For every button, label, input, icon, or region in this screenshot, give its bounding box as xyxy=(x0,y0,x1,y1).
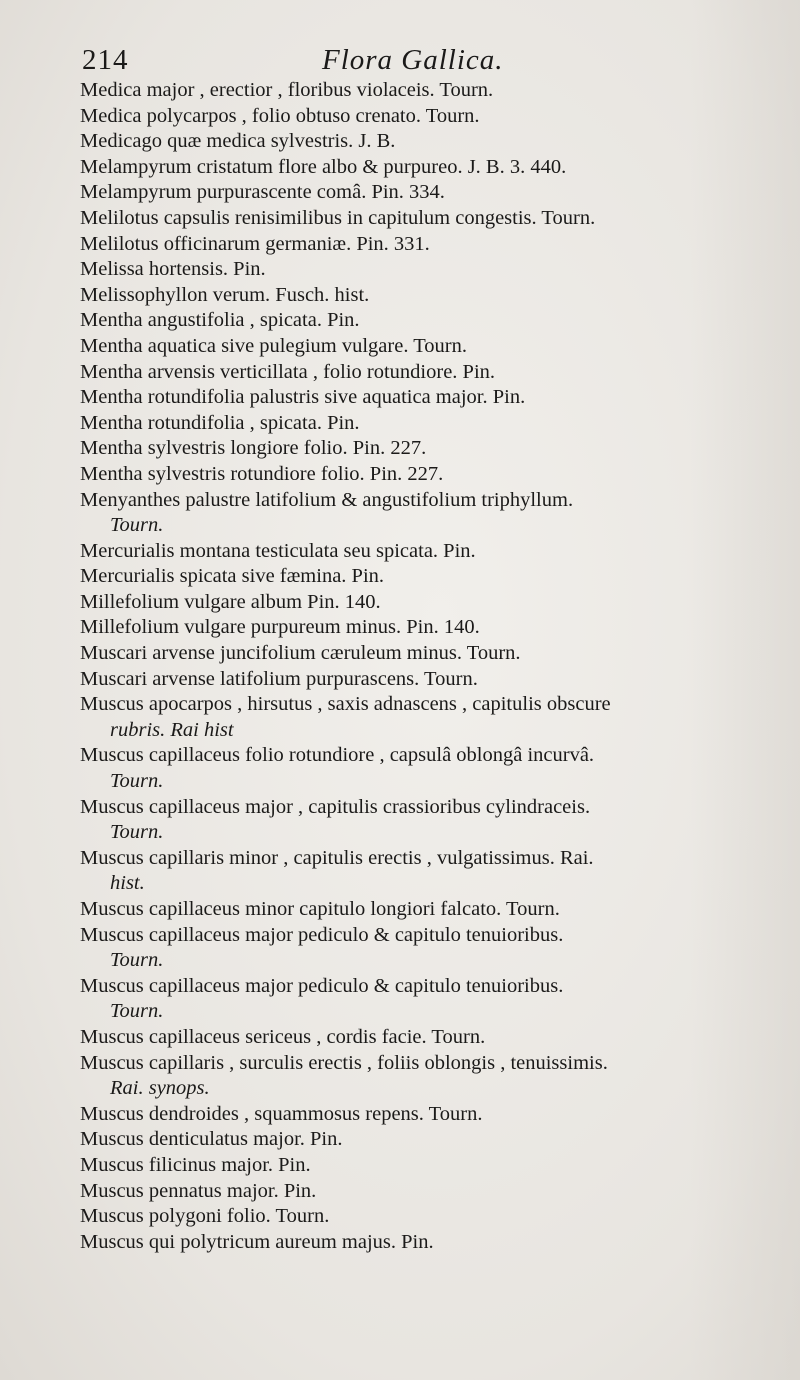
entry-continuation: Rai. synops. xyxy=(110,1077,210,1100)
entry-text: Millefolium vulgare album Pin. 140. xyxy=(80,590,381,613)
plant-entry xyxy=(80,974,770,1025)
plant-entry xyxy=(80,743,770,794)
plant-entry xyxy=(80,257,770,283)
plant-entry xyxy=(80,641,770,667)
plant-entry xyxy=(80,411,770,437)
plant-entry xyxy=(80,846,770,897)
entry-text: Muscus capillaceus major pediculo & capitulo tenuioribus. xyxy=(80,974,564,997)
plant-entry xyxy=(80,1127,770,1153)
entry-text: Medicago quæ medica sylvestris. J. B. xyxy=(80,130,396,153)
entry-text: Melilotus capsulis renisimilibus in capitulum congestis. Tourn. xyxy=(80,206,596,229)
plant-entry xyxy=(80,155,770,181)
plant-entry xyxy=(80,615,770,641)
entry-text: Millefolium vulgare purpureum minus. Pin. 140. xyxy=(80,616,480,639)
entry-text: Muscari arvense juncifolium cæruleum minus. Tourn. xyxy=(80,642,521,665)
entry-text: Melissophyllon verum. Fusch. hist. xyxy=(80,283,370,306)
plant-entry xyxy=(80,667,770,693)
entry-text: Mentha rotundifolia palustris sive aquatica major. Pin. xyxy=(80,386,526,409)
plant-entry xyxy=(80,232,770,258)
running-title: Flora Gallica. xyxy=(322,44,504,76)
entry-text: Muscari arvense latifolium purpurascens. Tourn. xyxy=(80,667,478,690)
entry-text: Mentha angustifolia , spicata. Pin. xyxy=(80,309,360,332)
entry-text: Mercurialis spicata sive fæmina. Pin. xyxy=(80,565,385,588)
plant-entry xyxy=(80,334,770,360)
entry-text: Muscus qui polytricum aureum majus. Pin. xyxy=(80,1230,434,1253)
entry-text: Muscus apocarpos , hirsutus , saxis adnascens , capitulis obscure xyxy=(80,693,611,716)
entry-text: Muscus polygoni folio. Tourn. xyxy=(80,1205,330,1228)
plant-entry xyxy=(80,206,770,232)
entry-continuation: rubris. Rai hist xyxy=(110,718,234,741)
entry-text: Melissa hortensis. Pin. xyxy=(80,258,266,281)
plant-entry xyxy=(80,360,770,386)
plant-entry xyxy=(80,1204,770,1230)
plant-entry xyxy=(80,283,770,309)
entry-text: Muscus filicinus major. Pin. xyxy=(80,1153,311,1176)
plant-entry xyxy=(80,436,770,462)
plant-entry xyxy=(80,795,770,846)
plant-entry xyxy=(80,462,770,488)
plant-entry xyxy=(80,129,770,155)
entry-text: Muscus dendroides , squammosus repens. Tourn. xyxy=(80,1102,483,1125)
plant-entry xyxy=(80,1102,770,1128)
plant-entry xyxy=(80,488,770,539)
entry-text: Mentha rotundifolia , spicata. Pin. xyxy=(80,411,360,434)
entry-text: Muscus pennatus major. Pin. xyxy=(80,1179,317,1202)
plant-entry xyxy=(80,1025,770,1051)
entry-text: Melilotus officinarum germaniæ. Pin. 331. xyxy=(80,232,430,255)
entry-text: Muscus capillaceus minor capitulo longiori falcato. Tourn. xyxy=(80,898,560,920)
entry-text: Muscus capillaceus major pediculo & capitulo tenuioribus. xyxy=(80,923,564,946)
plant-entry xyxy=(80,923,770,974)
entry-text: Mercurialis montana testiculata seu spicata. Pin. xyxy=(80,539,476,562)
plant-entry xyxy=(80,1051,770,1102)
plant-entry xyxy=(80,1179,770,1205)
plant-entry xyxy=(80,180,770,206)
entry-continuation: Tourn. xyxy=(110,1000,164,1023)
entry-continuation: Tourn. xyxy=(110,949,164,972)
entry-continuation: Tourn. xyxy=(110,770,164,793)
entry-text: Melampyrum purpurascente comâ. Pin. 334. xyxy=(80,181,445,204)
entry-continuation: hist. xyxy=(110,872,145,895)
plant-list xyxy=(80,78,770,1255)
plant-entry xyxy=(80,539,770,565)
page-number: 214 xyxy=(82,44,129,76)
entry-text: Medica polycarpos , folio obtuso crenato. Tourn. xyxy=(80,104,480,127)
entry-text: Mentha arvensis verticillata , folio rotundiore. Pin. xyxy=(80,360,496,383)
plant-entry xyxy=(80,590,770,616)
entry-text: Melampyrum cristatum flore albo & purpureo. J. B. 3. 440. xyxy=(80,155,567,178)
entry-text: Medica major , erectior , floribus violaceis. Tourn. xyxy=(80,79,494,101)
plant-entry xyxy=(80,692,770,743)
entry-text: Muscus capillaris , surculis erectis , foliis oblongis , tenuissimis. xyxy=(80,1051,608,1074)
entry-text: Mentha sylvestris rotundiore folio. Pin. 227. xyxy=(80,462,444,485)
entry-text: Menyanthes palustre latifolium & angustifolium triphyllum. xyxy=(80,488,574,511)
plant-entry xyxy=(80,897,770,923)
entry-text: Muscus capillaceus sericeus , cordis facie. Tourn. xyxy=(80,1025,486,1048)
entry-text: Mentha aquatica sive pulegium vulgare. Tourn. xyxy=(80,334,468,357)
plant-entry xyxy=(80,78,770,104)
entry-text: Muscus capillaceus folio rotundiore , capsulâ oblongâ incurvâ. xyxy=(80,744,595,767)
entry-text: Muscus capillaris minor , capitulis erectis , vulgatissimus. Rai. xyxy=(80,846,594,869)
plant-entry xyxy=(80,104,770,130)
plant-entry xyxy=(80,1230,770,1256)
plant-entry xyxy=(80,385,770,411)
plant-entry xyxy=(80,564,770,590)
entry-continuation: Tourn. xyxy=(110,821,164,844)
entry-text: Muscus capillaceus major , capitulis crassioribus cylindraceis. xyxy=(80,795,591,818)
entry-text: Mentha sylvestris longiore folio. Pin. 227. xyxy=(80,437,427,460)
plant-entry xyxy=(80,1153,770,1179)
entry-text: Muscus denticulatus major. Pin. xyxy=(80,1128,343,1151)
entry-continuation: Tourn. xyxy=(110,514,164,537)
plant-entry xyxy=(80,308,770,334)
